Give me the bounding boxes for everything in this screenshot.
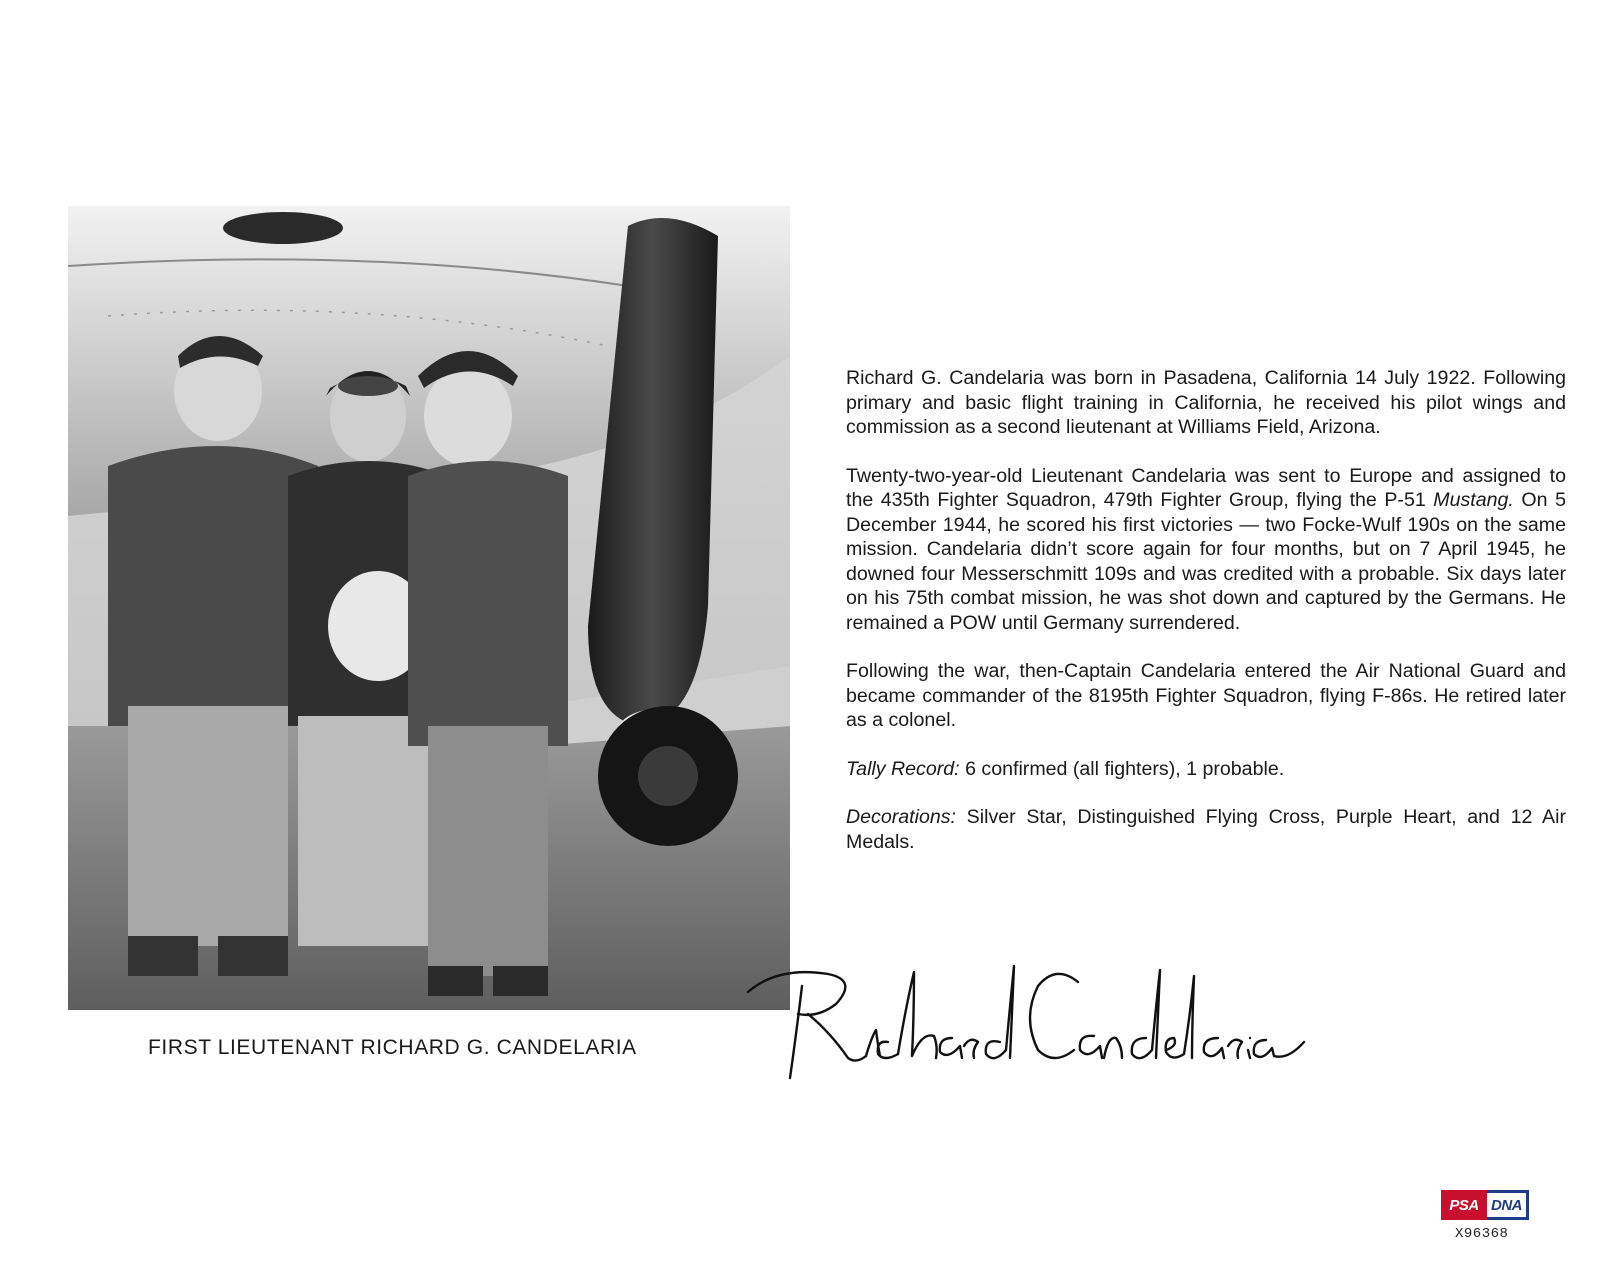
tally-record-label: Tally Record:: [846, 757, 960, 780]
bio-paragraph-war-service-part-1: Twenty-two-year-old Lieutenant Candelaria was sent to Europe and assigned to the 435th Fighter Squadron, 479th Fighter Group, flying the P-51: [846, 464, 1566, 511]
tally-record-value: 6 confirmed (all fighters), 1 probable.: [959, 757, 1285, 780]
bio-paragraph-birth: Richard G. Candelaria was born in Pasadena, California 14 July 1922. Following primary and basic flight training in California, he received his pilot wings and commission as a second lieutenant at Williams Field, Arizona.: [846, 367, 1566, 438]
handwritten-signature: [738, 946, 1318, 1086]
authentication-code: X96368: [1455, 1226, 1509, 1242]
bio-paragraph-war-service: [846, 464, 1566, 636]
dna-logo-text: DNA: [1487, 1190, 1529, 1220]
decorations-label: Decorations:: [846, 806, 956, 828]
signature-strokes: [738, 946, 1318, 1086]
bio-paragraph-postwar: Following the war, then-Captain Candelaria entered the Air National Guard and became commander of the 8195th Fighter Squadron, flying F-86s. He retired later as a colonel.: [846, 660, 1566, 731]
aircraft-name: Mustang.: [1433, 489, 1514, 511]
tally-record: [846, 757, 1566, 782]
decorations: [846, 805, 1566, 854]
photo-caption: FIRST LIEUTENANT RICHARD G. CANDELARIA: [148, 1036, 637, 1059]
psa-dna-logo: [1441, 1190, 1561, 1220]
pilots-photo-illustration: [68, 206, 790, 1010]
decorations-value: Silver Star, Distinguished Flying Cross, Purple Heart, and 12 Air Medals.: [846, 806, 1566, 853]
bio-paragraph-war-service-part-2: On 5 December 1944, he scored his first victories — two Focke-Wulf 190s on the same mission. Candelaria didn’t score again for four months, but on 7 April 1945, he downed four Messerschmitt 109s and was credited with a probable. Six days later on his 75th combat mission, he was shot down and captured by the Germans. He remained a POW until Germany surrendered.: [846, 489, 1566, 634]
biography-text: [846, 366, 1566, 878]
psa-logo-text: PSA: [1441, 1190, 1487, 1220]
historical-photo: [68, 206, 790, 1010]
